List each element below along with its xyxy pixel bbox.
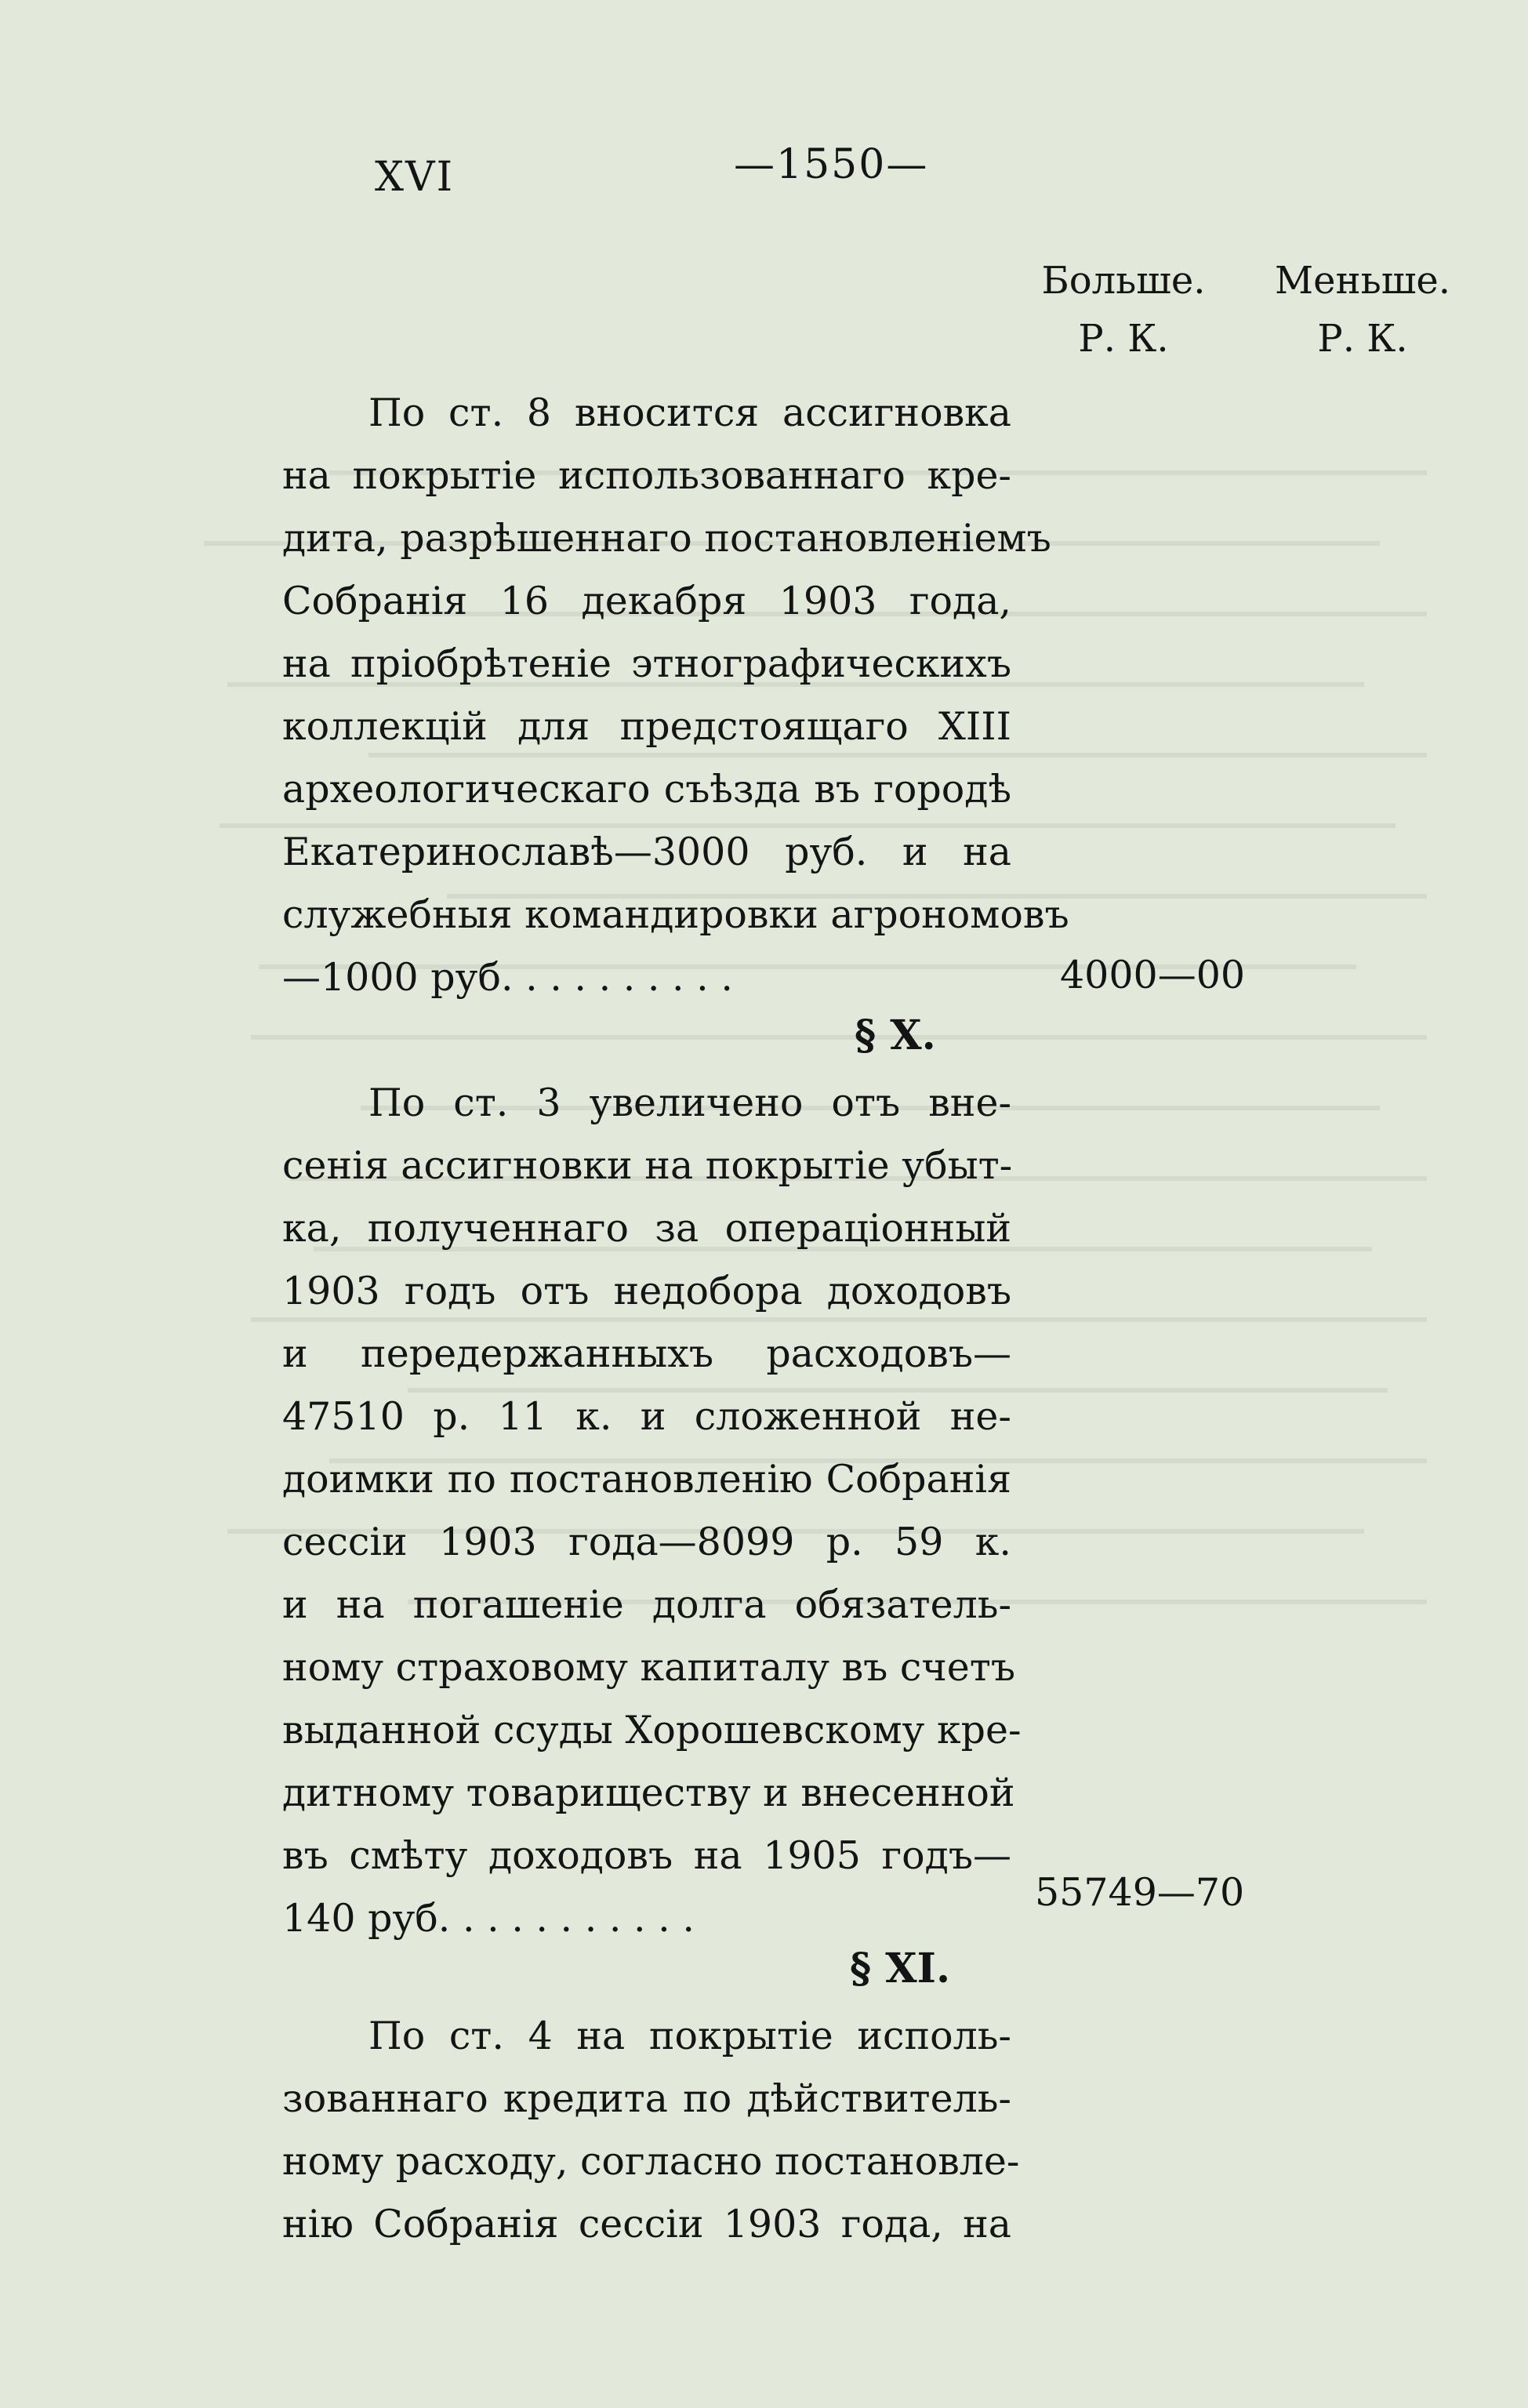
text-line: ка, полученнаго за операціонный [282, 1206, 1011, 1251]
column-label-less: Меньше. [1275, 259, 1450, 303]
text-line: дита, разрѣшеннаго постановленіемъ [282, 516, 1051, 561]
text-line: выданной ссуды Хорошевскому кре- [282, 1708, 1022, 1752]
text-line: Екатеринославѣ—3000 руб. и на [282, 830, 1011, 874]
text-line: 1903 годъ отъ недобора доходовъ [282, 1269, 1011, 1313]
text-line: —1000 руб. . . . . . . . . . [282, 955, 733, 1000]
text-line: Собранія 16 декабря 1903 года, [282, 579, 1011, 623]
text-line: на пріобрѣтеніе этнографическихъ [282, 641, 1011, 686]
text-line: коллекцій для предстоящаго XIII [282, 704, 1011, 749]
text-line: на покрытіе использованнаго кре- [282, 453, 1011, 498]
text-line: и передержанныхъ расходовъ— [282, 1331, 1011, 1376]
text-line: археологическаго съѣзда въ городѣ [282, 767, 1011, 812]
text-line: дитному товариществу и внесенной [282, 1771, 1015, 1815]
text-line: доимки по постановленію Собранія [282, 1457, 1011, 1502]
text-line: ному расходу, согласно постановле- [282, 2139, 1020, 2184]
page-number: —1550— [734, 141, 929, 188]
section-roman-numeral: XVI [375, 154, 455, 201]
amount-more: 4000—00 [1060, 953, 1246, 997]
text-line: сенія ассигновки на покрытіе убыт- [282, 1143, 1013, 1188]
text-line: нію Собранія сессіи 1903 года, на [282, 2202, 1011, 2246]
column-units-less: Р. К. [1317, 317, 1408, 361]
text-line: въ смѣту доходовъ на 1905 годъ— [282, 1833, 1011, 1878]
amount-more: 55749—70 [1035, 1870, 1245, 1915]
text-line: ному страховому капиталу въ счетъ [282, 1645, 1016, 1690]
section-heading: § X. [855, 1012, 936, 1059]
text-line: 47510 р. 11 к. и сложенной не- [282, 1394, 1011, 1439]
column-header-more [1033, 259, 1214, 361]
section-heading: § XI. [850, 1945, 951, 1992]
text-line: По ст. 8 вносится ассигновка [368, 390, 1011, 435]
text-line: зованнаго кредита по дѣйствитель- [282, 2076, 1011, 2121]
column-label-more: Больше. [1041, 259, 1206, 303]
text-line: и на погашеніе долга обязатель- [282, 1582, 1011, 1627]
column-header-less [1268, 259, 1457, 361]
text-line: По ст. 4 на покрытіе исполь- [368, 2014, 1011, 2058]
text-line: По ст. 3 увеличено отъ вне- [368, 1081, 1011, 1125]
text-line: сессіи 1903 года—8099 р. 59 к. [282, 1520, 1011, 1564]
text-line: 140 руб. . . . . . . . . . . [282, 1896, 695, 1941]
text-line: служебныя командировки агрономовъ [282, 892, 1069, 937]
column-units-more: Р. К. [1078, 317, 1169, 361]
